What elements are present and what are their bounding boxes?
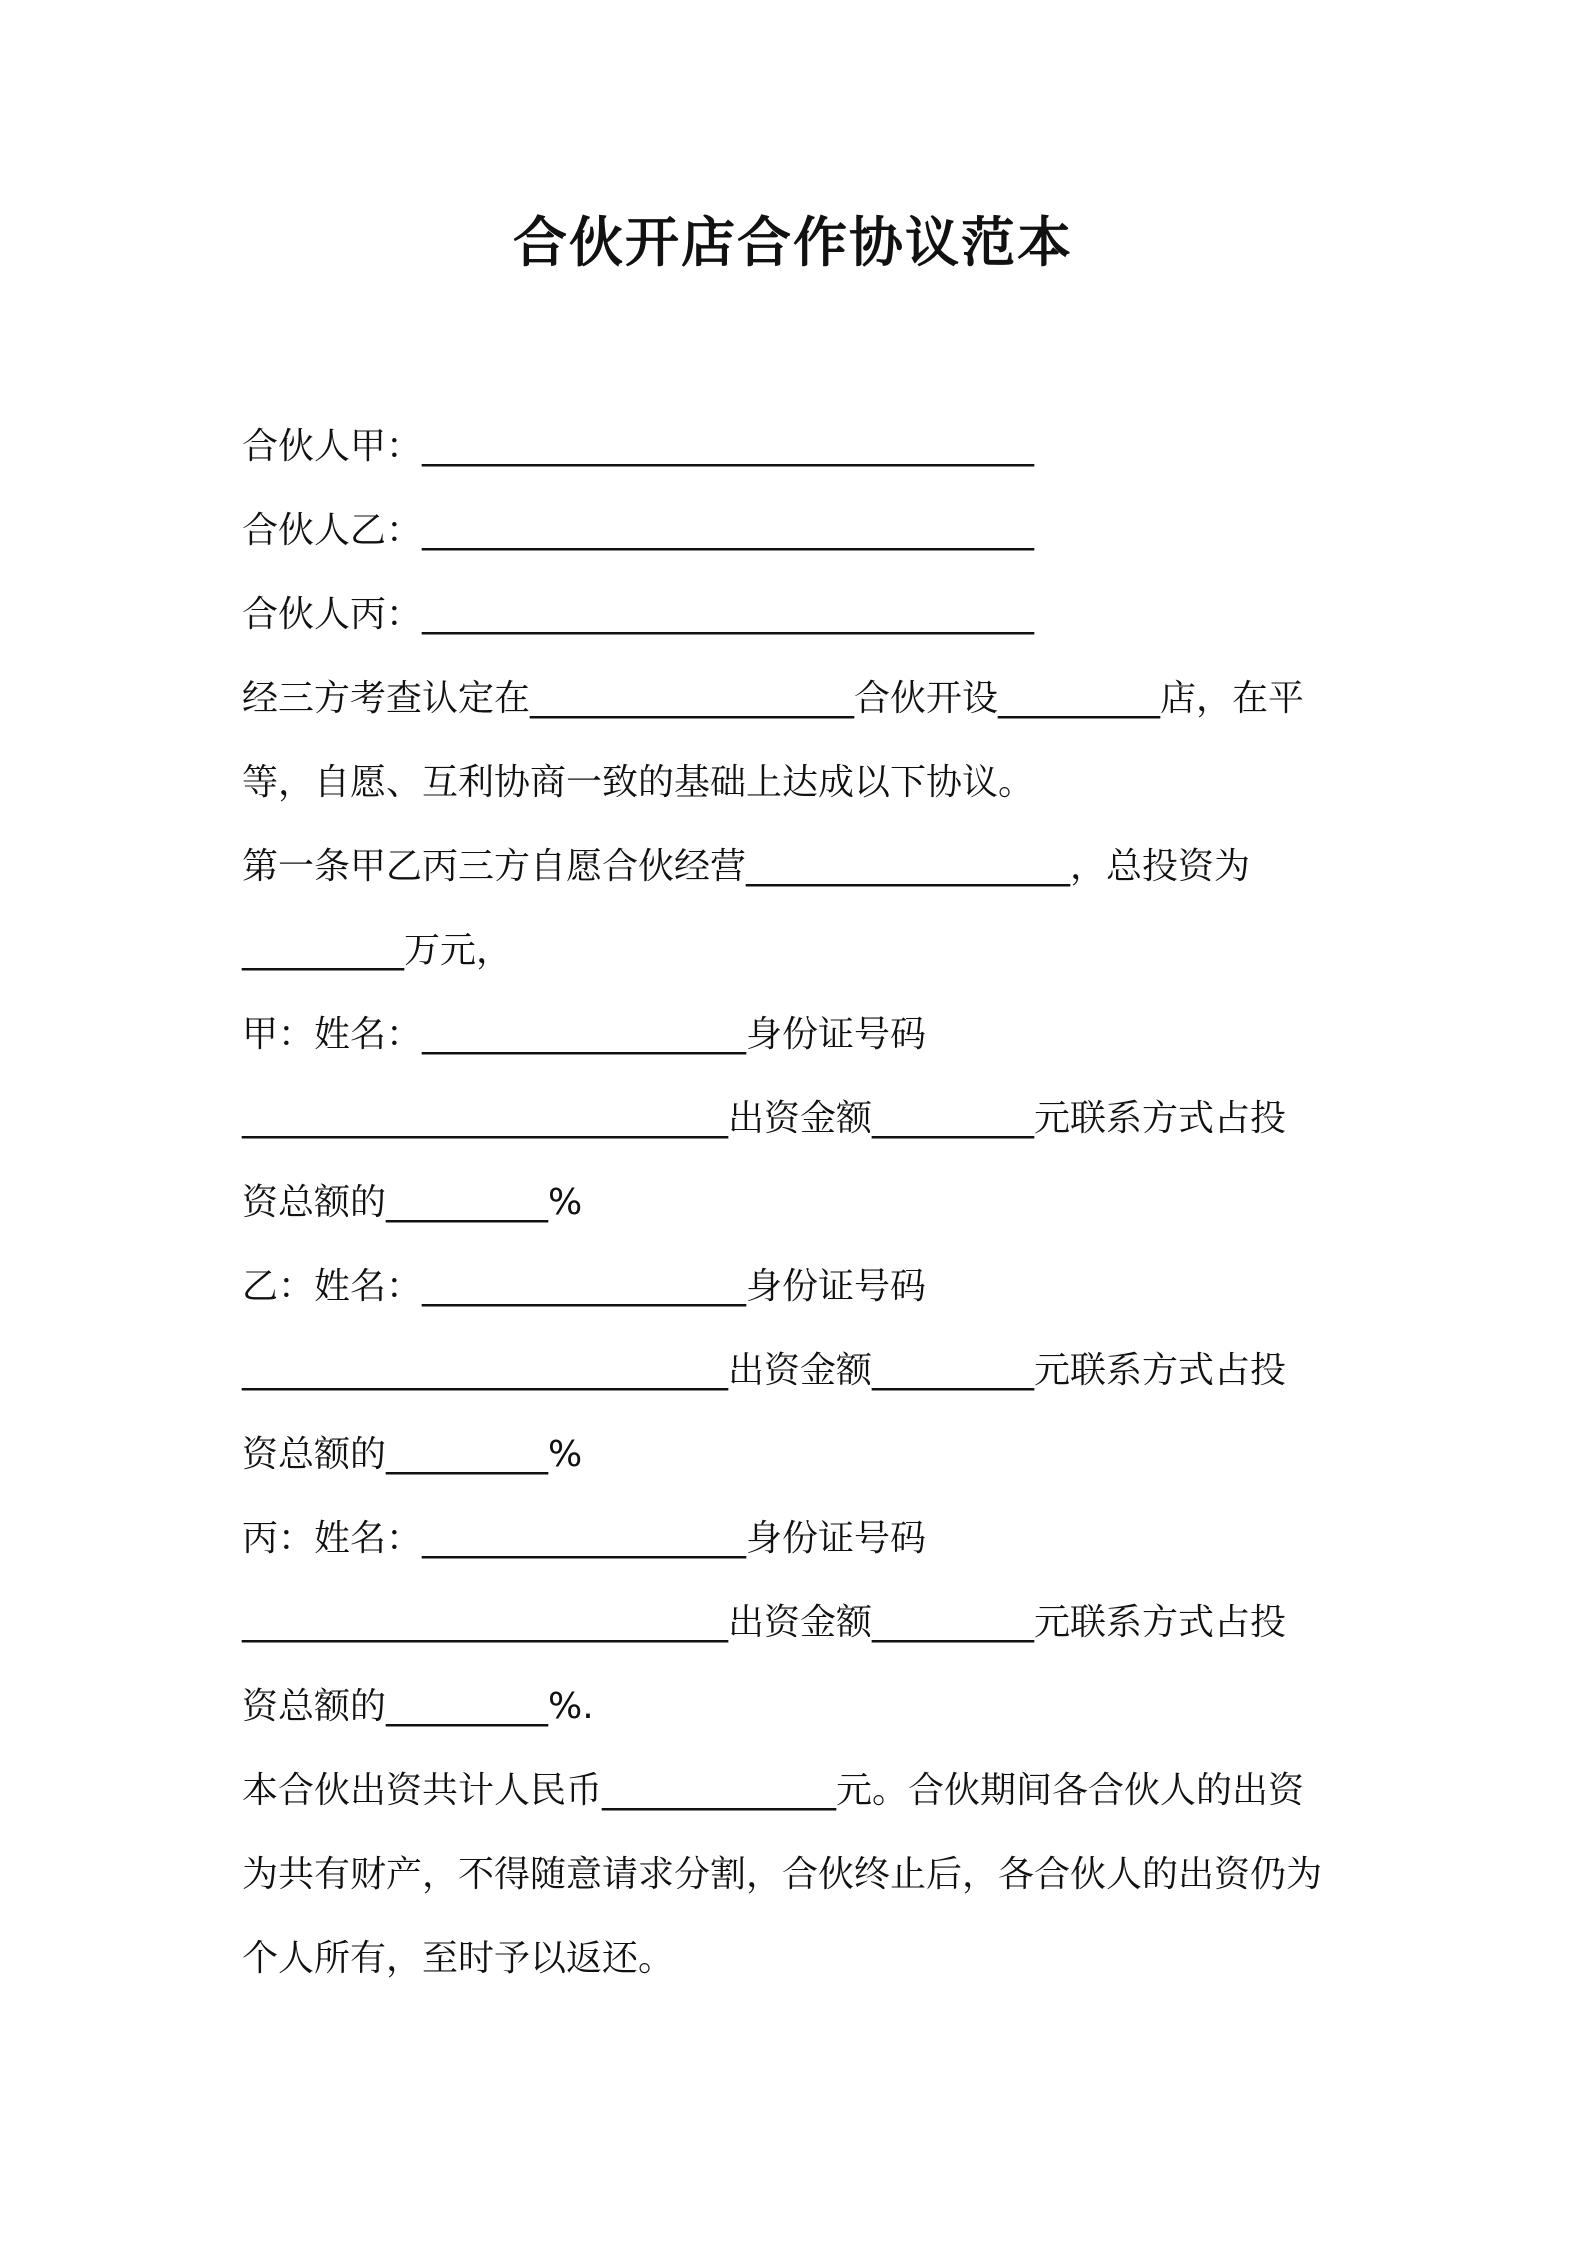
total-capital-line-3: 个人所有，至时予以返还。	[242, 1938, 675, 1979]
partner-c-investment-line: ___________________________出资金额_________元联系方式占投	[242, 1602, 1287, 1643]
partner-a-name-line: 甲：姓名：__________________身份证号码	[242, 1014, 927, 1055]
partner-b-line: 合伙人乙：__________________________________	[242, 510, 1035, 551]
preamble-line-1: 经三方考查认定在__________________合伙开设_________店，在平	[242, 678, 1305, 719]
total-capital-line-2: 为共有财产，不得随意请求分割，合伙终止后，各合伙人的出资仍为	[242, 1854, 1323, 1895]
document-title: 合伙开店合作协议范本	[513, 211, 1073, 274]
partner-a-share-line: 资总额的_________%	[242, 1182, 583, 1223]
article-1-line-1: 第一条甲乙丙三方自愿合伙经营__________________，总投资为	[242, 846, 1251, 887]
partner-c-share-line: 资总额的_________%.	[242, 1686, 594, 1727]
partner-a-line: 合伙人甲：__________________________________	[242, 426, 1035, 467]
document-body	[242, 405, 1362, 2001]
partner-a-investment-line: ___________________________出资金额_________元联系方式占投	[242, 1098, 1287, 1139]
preamble-line-2: 等，自愿、互利协商一致的基础上达成以下协议。	[242, 762, 1035, 803]
partner-b-investment-line: ___________________________出资金额_________元联系方式占投	[242, 1350, 1287, 1391]
total-capital-line-1: 本合伙出资共计人民币_____________元。合伙期间各合伙人的出资	[242, 1770, 1305, 1811]
article-1-line-2: _________万元，	[242, 930, 513, 971]
partner-c-name-line: 丙：姓名：__________________身份证号码	[242, 1518, 927, 1559]
partner-c-line: 合伙人丙：__________________________________	[242, 594, 1035, 635]
partner-b-name-line: 乙：姓名：__________________身份证号码	[242, 1266, 927, 1307]
partner-b-share-line: 资总额的_________%	[242, 1434, 583, 1475]
